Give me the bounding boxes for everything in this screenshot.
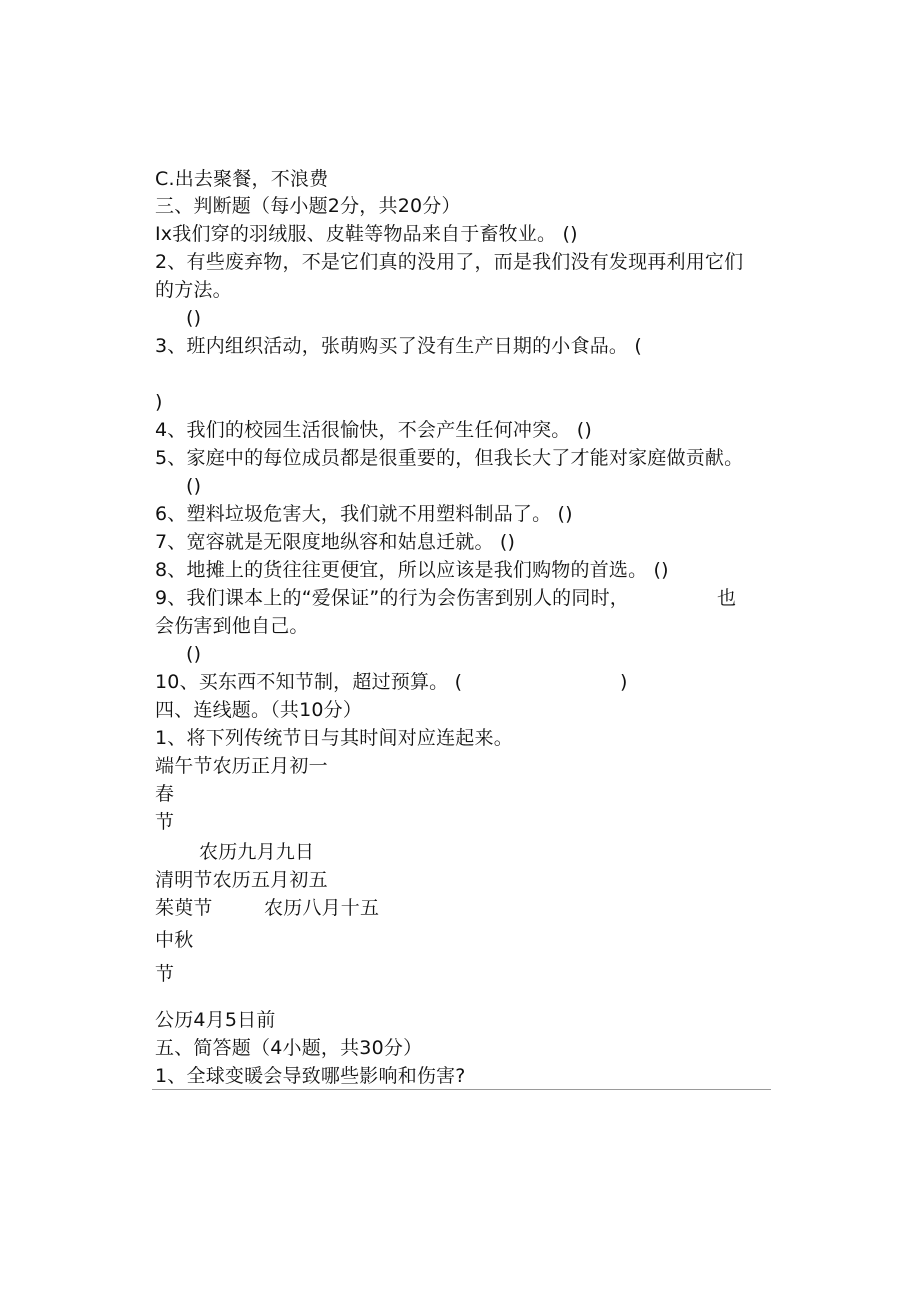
judge-item-4: 4、我们的校园生活很愉快，不会产生任何冲突。 (): [155, 419, 592, 441]
match-date-april5: 公历4月5日前: [155, 1009, 276, 1031]
section-3-heading: 三、判断题（每小题2分，共20分）: [155, 195, 461, 217]
match-chunjie-2: 节: [155, 811, 175, 833]
judge-item-9-cont: 会伤害到他自己。: [155, 615, 309, 637]
section-5-heading: 五、简答题（4小题，共30分）: [155, 1037, 423, 1059]
judge-item-10-close: ): [620, 671, 628, 693]
judge-item-5-blank: (): [186, 475, 202, 497]
match-zhuyu: 茱萸节: [155, 897, 213, 919]
match-date-aug15: 农历八月十五: [264, 897, 380, 919]
judge-item-7: 7、宽容就是无限度地纵容和姑息迁就。 (): [155, 531, 516, 553]
match-date-sept9: 农历九月九日: [199, 841, 315, 863]
judge-item-8: 8、地摊上的货往往更便宜，所以应该是我们购物的首选。 (): [155, 559, 669, 581]
judge-item-3: 3、班内组织活动，张萌购买了没有生产日期的小食品。 (: [155, 335, 642, 357]
match-qingming: 清明节农历五月初五: [155, 869, 328, 891]
matching-instruction: 1、将下列传统节日与其时间对应连起来。: [155, 727, 513, 749]
judge-item-6: 6、塑料垃圾危害大，我们就不用塑料制品了。 (): [155, 503, 573, 525]
judge-item-9-blank: (): [186, 643, 202, 665]
judge-item-1: Ix我们穿的羽绒服、皮鞋等物品来自于畜牧业。 (): [155, 223, 578, 245]
answer-line: [152, 1089, 771, 1090]
judge-item-2-cont: 的方法。: [155, 279, 232, 301]
option-c-line: C.出去聚餐，不浪费: [155, 168, 329, 190]
section-4-heading: 四、连线题。（共10分）: [155, 699, 363, 721]
judge-item-2-blank: (): [186, 307, 202, 329]
short-answer-1: 1、全球变暖会导致哪些影响和伤害?: [155, 1065, 466, 1087]
match-zhongqiu-1: 中秋: [155, 929, 194, 951]
judge-item-2: 2、有些废弃物，不是它们真的没用了，而是我们没有发现再利用它们: [155, 251, 744, 273]
judge-item-9-tail: 也: [717, 587, 737, 609]
judge-item-5: 5、家庭中的每位成员都是很重要的，但我长大了才能对家庭做贡献。: [155, 447, 744, 469]
judge-item-10: 10、买东西不知节制，超过预算。 (: [155, 671, 463, 693]
judge-item-3-close: ): [155, 391, 163, 413]
match-chunjie-1: 春: [155, 783, 175, 805]
match-zhongqiu-2: 节: [155, 963, 175, 985]
judge-item-9: 9、我们课本上的“爱保证”的行为会伤害到别人的同时，: [155, 587, 629, 609]
match-duanwu: 端午节农历正月初一: [155, 755, 328, 777]
